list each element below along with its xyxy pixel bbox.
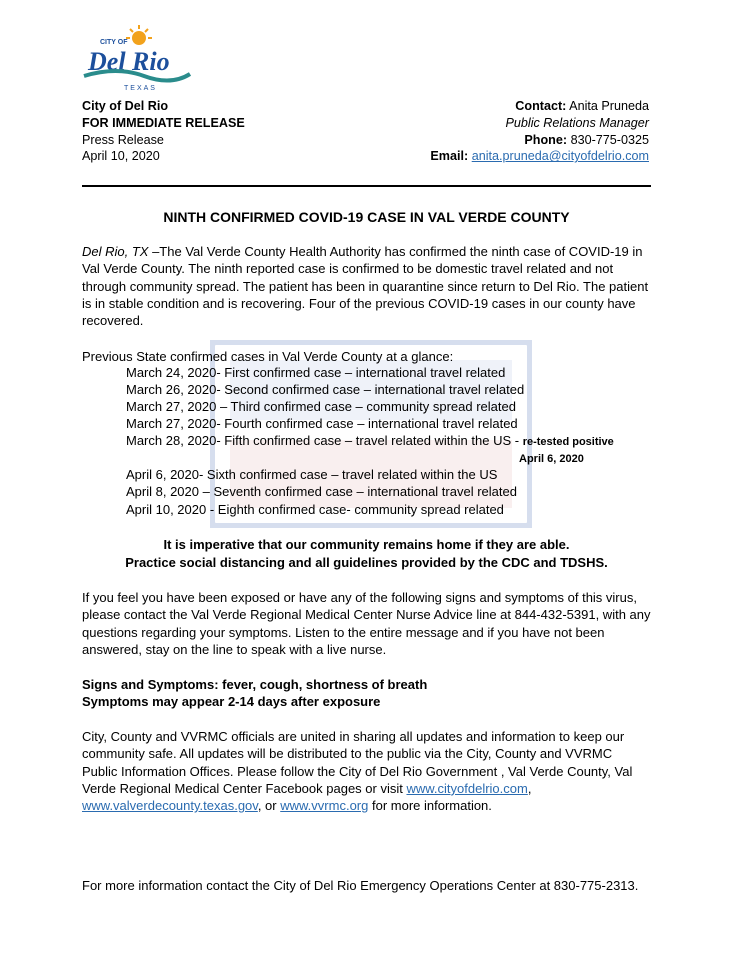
case-item: March 24, 2020- First confirmed case – international travel related bbox=[126, 365, 506, 380]
header-right bbox=[430, 98, 649, 165]
contact-name: Anita Pruneda bbox=[569, 99, 649, 113]
city-website-link[interactable]: www.cityofdelrio.com bbox=[406, 780, 528, 796]
page-title: NINTH CONFIRMED COVID-19 CASE IN VAL VERDE COUNTY bbox=[163, 209, 570, 225]
retest-note: re-tested positive bbox=[522, 435, 614, 448]
email-label: Email: bbox=[430, 149, 469, 164]
email-link[interactable]: anita.pruneda@cityofdelrio.com bbox=[471, 149, 649, 164]
logo-top-text: CITY OF bbox=[100, 39, 128, 46]
contact-title: Public Relations Manager bbox=[505, 115, 649, 130]
case-item: March 27, 2020 – Third confirmed case – community spread related bbox=[126, 398, 516, 414]
intro-paragraph bbox=[82, 243, 651, 329]
imperative-line1: It is imperative that our community remains home if they are able. bbox=[163, 537, 570, 552]
vvrmc-website-link[interactable]: www.vvrmc.org bbox=[280, 798, 369, 814]
contact-label: Contact: bbox=[515, 99, 567, 113]
release-label: FOR IMMEDIATE RELEASE bbox=[82, 115, 245, 130]
sun-icon bbox=[126, 25, 152, 45]
case-item: March 26, 2020- Second confirmed case – international travel related bbox=[126, 381, 525, 397]
case-item: April 10, 2020 - Eighth confirmed case- community spread related bbox=[126, 501, 504, 517]
case-item: April 8, 2020 – Seventh confirmed case – international travel related bbox=[126, 484, 517, 500]
logo-name: Del Rio bbox=[88, 47, 170, 76]
dateline: Del Rio, TX bbox=[82, 244, 149, 259]
release-type: Press Release bbox=[82, 132, 164, 147]
county-website-link[interactable]: www.valverdecounty.texas.gov bbox=[82, 798, 258, 814]
imperative-notice bbox=[82, 536, 651, 571]
imperative-line2: Practice social distancing and all guidelines provided by the CDC and TDSHS. bbox=[125, 554, 608, 570]
separator: , bbox=[527, 780, 532, 796]
case-item-fifth bbox=[126, 433, 614, 451]
case-item-text: March 28, 2020- Fifth confirmed case – travel related within the US - bbox=[126, 432, 520, 448]
retest-date: April 6, 2020 bbox=[519, 453, 584, 465]
case-item: April 6, 2020- Sixth confirmed case – travel related within the US bbox=[126, 467, 498, 482]
signs-line1: Signs and Symptoms: fever, cough, shortness of breath bbox=[82, 677, 428, 692]
footer-contact: For more information contact the City of Del Rio Emergency Operations Center at 830-775-2313. bbox=[82, 878, 639, 893]
officials-paragraph bbox=[82, 728, 651, 814]
previous-cases-label: Previous State confirmed cases in Val Verde County at a glance: bbox=[82, 349, 454, 364]
cases-list-a bbox=[126, 365, 614, 465]
header-divider bbox=[82, 185, 651, 187]
phone-label: Phone: bbox=[524, 132, 568, 147]
signs-symptoms bbox=[82, 676, 427, 711]
contact-line bbox=[430, 98, 649, 115]
release-date: April 10, 2020 bbox=[82, 149, 160, 164]
intro-body: –The Val Verde County Health Authority has confirmed the ninth case of COVID-19 in Val Verde County. The ninth reported case is confirmed to be domestic travel related and not through community spread. The patient has been in quarantine since return to Del Rio. The patient is in stable condition and is recovering. Four of the previous COVID-19 cases in our county have recovered. bbox=[82, 244, 649, 329]
separator: , or bbox=[257, 798, 281, 814]
signs-line2: Symptoms may appear 2-14 days after exposure bbox=[82, 694, 381, 710]
cases-list-b bbox=[126, 466, 517, 518]
phone-line bbox=[430, 132, 649, 149]
city-logo bbox=[82, 22, 192, 94]
logo-bottom-text: TEXAS bbox=[124, 85, 157, 92]
email-line bbox=[430, 148, 649, 165]
org-name: City of Del Rio bbox=[82, 99, 169, 113]
header-left bbox=[82, 98, 245, 165]
officials-text: City, County and VVRMC officials are united in sharing all updates and information to keep our community safe. All updates will be distributed to the public via the City, County and VVRMC Public Information Offices. Please follow the City of Del Rio Government , Val Verde County, Val Verde Regional Medical Center Facebook pages or visit bbox=[82, 729, 633, 796]
officials-tail: for more information. bbox=[368, 798, 492, 814]
phone-number: 830-775-0325 bbox=[570, 132, 649, 147]
exposure-paragraph: If you feel you have been exposed or have any of the following signs and symptoms of this virus, please contact the Val Verde Regional Medical Center Nurse Advice line at 844-432-5391, with any questions regarding your symptoms. Listen to the entire message and if you have not been answered, stay on the line to speak with a live nurse. bbox=[82, 590, 651, 657]
case-item: March 27, 2020- Fourth confirmed case – international travel related bbox=[126, 415, 518, 431]
